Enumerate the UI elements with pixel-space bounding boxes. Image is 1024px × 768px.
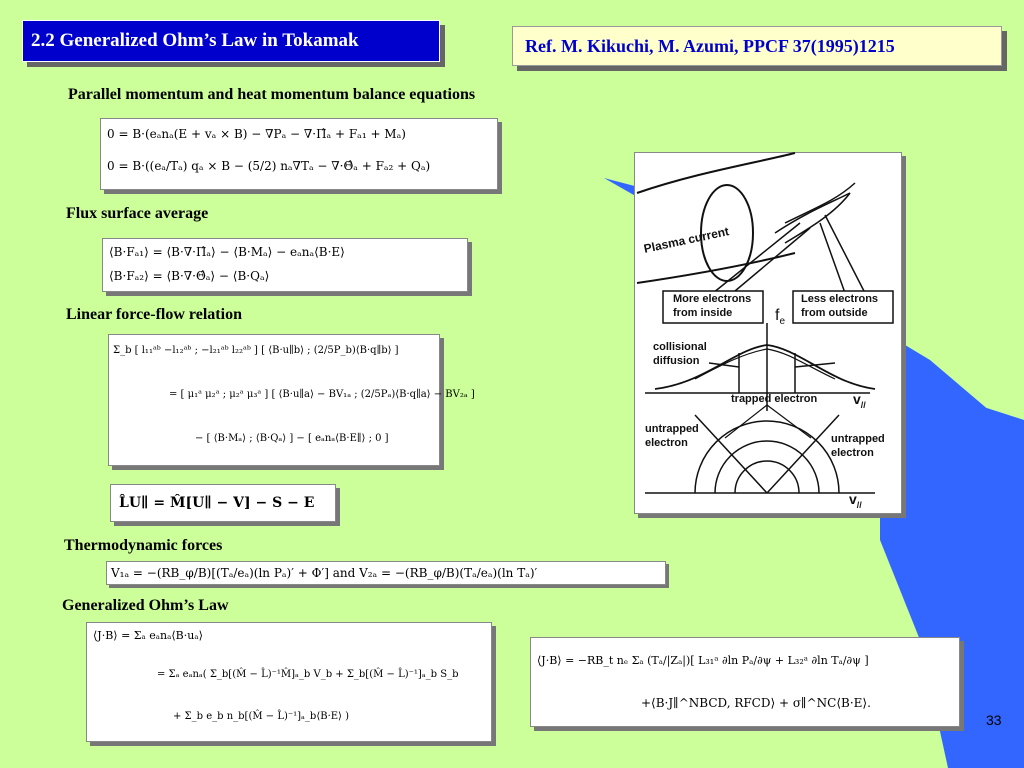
linear-eq-1: Σ_b [ l₁₁ᵃᵇ −l₁₂ᵃᵇ ; −l₂₁ᵃᵇ l₂₂ᵃᵇ ] [ ⟨B·u∥b⟩ ; (2/5P_b)⟨B·q∥b⟩ ] [113,345,399,356]
section-ohm-label: Generalized Ohm’s Law [62,597,229,614]
reference-box [512,26,1002,66]
phase-arc-2 [715,441,819,493]
matrix-eq: L̂U∥ = M̂[U∥ − V] − S − E [119,495,315,511]
diffusion-label: diffusion [653,355,700,367]
section-parallel-label: Parallel momentum and heat momentum balance equations [68,86,476,103]
section-flux-label: Flux surface average [66,205,209,222]
phase-arc-3 [735,461,799,493]
ohm-eq-1: ⟨J·B⟩ = Σₐ eₐnₐ⟨B·uₐ⟩ [93,629,203,642]
section-linear-label: Linear force-flow relation [66,306,242,323]
less-electrons-label: Less electrons [801,293,879,305]
fe-label: $f_e$ [775,307,786,328]
more-electrons-label: More electrons [673,293,752,305]
banana-orbit [775,193,850,243]
thermodynamic-forces-equation [106,561,666,585]
slide-title-box [22,20,440,62]
ohm-right-eq-2: +⟨B·J∥^NBCD, RFCD⟩ + σ∥^NC⟨B·E⟩. [641,696,871,710]
pointer-line-2 [735,228,810,291]
ohm-law-result-equation [530,637,960,727]
ohm-right-eq-1: ⟨J·B⟩ = −RB_t nₑ Σₐ (Tₐ/|Zₐ|)[ L₃₁ᵃ ∂ln Pₐ/∂ψ + L₃₂ᵃ ∂ln Tₐ/∂ψ ] [537,654,869,667]
torus-tube-shape [637,153,795,283]
ohm-eq-2: = Σₐ eₐnₐ( Σ_b[(M̂ − L̂)⁻¹M̂]ₐ_b V_b + Σ_b[(M̂ − L̂)⁻¹]ₐ_b S_b [157,669,459,680]
electron-left-label: electron [645,437,688,449]
diagram-drawing [635,153,903,515]
linear-eq-3: − [ ⟨B·Mₐ⟩ ; ⟨B·Qₐ⟩ ] − [ eₐnₐ⟨B·E∥⟩ ; 0 ] [195,433,389,444]
ohm-eq-3: + Σ_b e_b n_b[(M̂ − L̂)⁻¹]ₐ_b⟨B·E⟩ ) [173,711,350,722]
flux-eq-2: ⟨B·Fₐ₂⟩ = ⟨B·∇·Θ̂ₐ⟩ − ⟨B·Qₐ⟩ [109,269,270,283]
thermo-eq: V₁ₐ = −(RB_φ/B)[(Tₐ/eₐ)(ln Pₐ)′ + Φ′] and V₂ₐ = −(RB_φ/B)(Tₐ/eₐ)(ln Tₐ)′ [111,566,538,580]
banana-orbit-2 [785,183,855,223]
linear-eq-2: = [ μ₁ᵃ μ₂ᵃ ; μ₂ᵃ μ₃ᵃ ] [ ⟨B·u∥a⟩ − BV₁ₐ ; (2/5Pₐ)⟨B·q∥a⟩ − BV₂ₐ ] [169,389,475,400]
page-number: 33 [986,712,1002,728]
untrapped-right-label: untrapped [831,433,885,445]
plasma-current-label: Plasma current [642,224,731,256]
linear-force-flow-equations [108,334,475,466]
reference-text: Ref. M. Kikuchi, M. Azumi, PPCF 37(1995)1215 [525,36,895,56]
section-thermo-label: Thermodynamic forces [64,537,223,554]
collisional-label: collisional [653,341,707,353]
v-parallel-top-label: $v_{//}$ [853,391,866,410]
from-outside-label: from outside [801,307,868,319]
generalized-ohm-equations [86,622,492,742]
momentum-eq-2: 0 = B·((eₐ/Tₐ) qₐ × B − (5/2) nₐ∇Tₐ − ∇·Θ̂ₐ + Fₐ₂ + Qₐ) [107,159,431,173]
flux-eq-1: ⟨B·Fₐ₁⟩ = ⟨B·∇·Π̂ₐ⟩ − ⟨B·Mₐ⟩ − eₐnₐ⟨B·E⟩ [109,245,345,259]
slide-title: 2.2 Generalized Ohm’s Law in Tokamak [31,30,359,51]
v-parallel-bottom-label: $v_{//}$ [849,491,862,510]
pointer-line-4 [820,223,845,293]
electron-right-label: electron [831,447,874,459]
flux-average-equations [102,238,468,292]
from-inside-label: from inside [673,307,733,319]
momentum-balance-equations [100,118,498,190]
bootstrap-current-diagram [634,152,902,514]
untrapped-left-label: untrapped [645,423,699,435]
momentum-eq-1: 0 = B·(eₐnₐ(E + vₐ × B) − ∇Pₐ − ∇·Π̂ₐ + Fₐ₁ + Mₐ) [107,127,406,141]
matrix-form-equation [110,484,336,522]
trapped-electron-label: trapped electron [731,393,818,405]
